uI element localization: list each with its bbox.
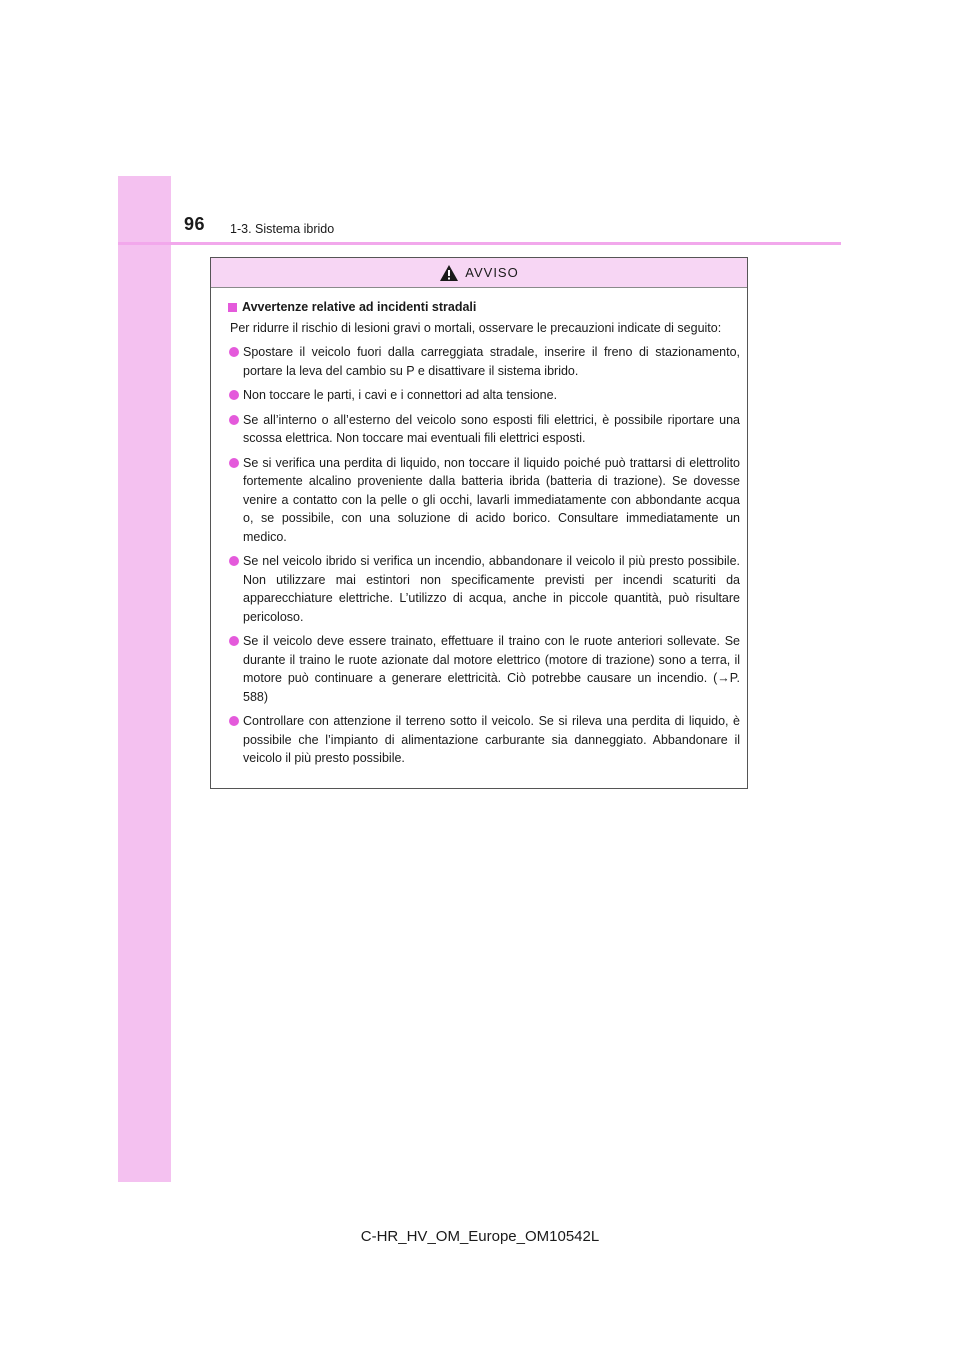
list-item-text: Se il veicolo deve essere trainato, effettuare il traino con le ruote anteriori sollevate. Se durante il traino le ruote azionate dal motore elettrico (motore di trazione) sono a terra, il motore può continuare a generare elettricità. Ciò potrebbe causare un incendio. (→P. 588) (243, 634, 740, 704)
warning-box (210, 257, 748, 789)
warning-intro: Per ridurre il rischio di lesioni gravi o mortali, osservare le precauzioni indicate di seguito: (230, 320, 722, 335)
list-item-text: Se all’interno o all’esterno del veicolo sono esposti fili elettrici, è possibile riportare una scossa elettrica. Non toccare mai eventuali fili elettrici esposti. (243, 412, 740, 445)
list-item (228, 386, 740, 405)
warning-label: AVVISO (465, 265, 519, 280)
list-item-text: Spostare il veicolo fuori dalla carreggiata stradale, inserire il freno di stazionamento, portare la leva del cambio su P e disattivare il sistema ibrido. (243, 345, 740, 378)
list-item-text: Se si verifica una perdita di liquido, non toccare il liquido poiché può trattarsi di elettrolito fortemente alcalino proveniente dalla batteria ibrida (batteria di trazione). Se dovesse venire a contatto con la pelle o gli occhi, lavarli immediatamente con abbondante acqua o, se possibile, con una soluzione di acido borico. Consultare immediatamente un medico. (243, 455, 740, 544)
square-bullet-icon (228, 303, 237, 312)
section-title: 1-3. Sistema ibrido (230, 222, 335, 236)
list-item (228, 454, 740, 547)
warning-header (211, 258, 747, 288)
bullet-icon (229, 458, 239, 468)
warning-heading: Avvertenze relative ad incidenti stradali (242, 300, 477, 314)
side-band (118, 176, 171, 1182)
document-code: C-HR_HV_OM_Europe_OM10542L (360, 1228, 600, 1245)
warning-body (211, 288, 747, 768)
list-item (228, 552, 740, 626)
bullet-icon (229, 556, 239, 566)
list-item (228, 712, 740, 768)
bullet-icon (229, 415, 239, 425)
header-rule (118, 242, 841, 245)
warning-triangle-icon (439, 264, 459, 282)
list-item (228, 632, 740, 706)
bullet-icon (229, 636, 239, 646)
list-item (228, 343, 740, 380)
bullet-icon (229, 390, 239, 400)
bullet-icon (229, 716, 239, 726)
warning-heading-row (228, 298, 740, 317)
list-item (228, 411, 740, 448)
page-number: 96 (184, 214, 206, 234)
list-item-text: Se nel veicolo ibrido si verifica un incendio, abbandonare il veicolo il più presto possibile. Non utilizzare mai estintori non specificamente previsti per incendi scaturiti da apparecchiature elettriche. L’utilizzo di acqua, anche in piccole quantità, può risultare pericoloso. (243, 554, 740, 624)
list-item-text: Controllare con attenzione il terreno sotto il veicolo. Se si rileva una perdita di liquido, è possibile che l’impianto di alimentazione carburante sia danneggiato. Abbandonare il veicolo il più presto possibile. (243, 714, 740, 765)
bullet-icon (229, 347, 239, 357)
list-item-text: Non toccare le parti, i cavi e i connettori ad alta tensione. (243, 388, 558, 402)
